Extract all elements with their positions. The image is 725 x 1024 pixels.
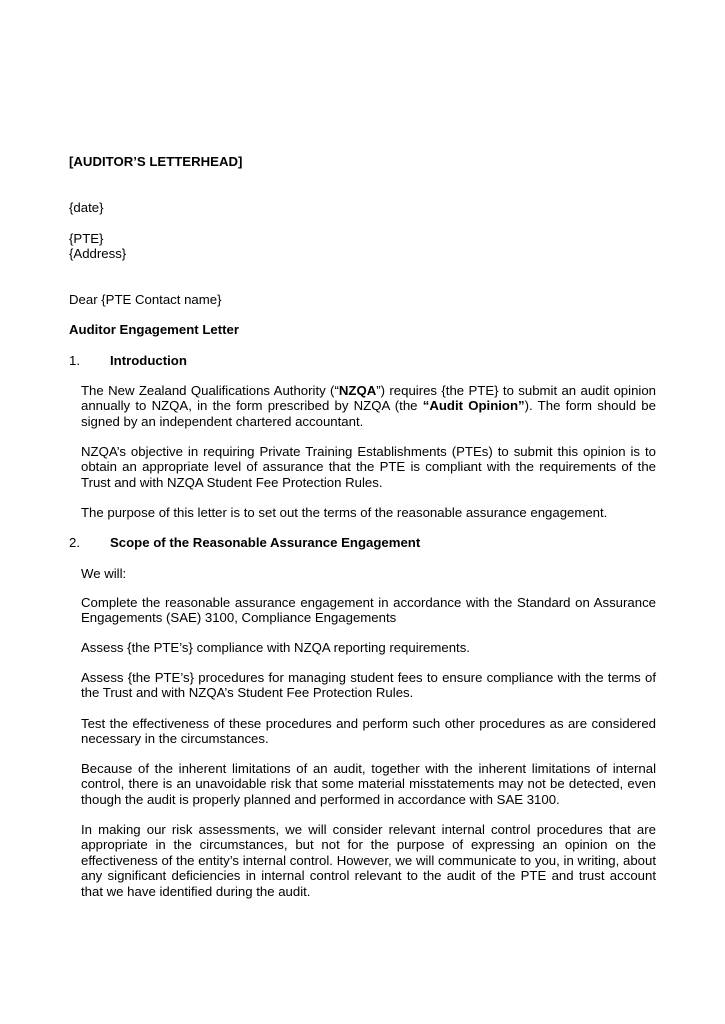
intro-paragraph-2: NZQA’s objective in requiring Private Training Establishments (PTEs) to submit this opinion is to obtain an appropriate level of assurance that the PTE is compliant with the requirements of the Trust and with NZQA Student Fee Protection Rules. bbox=[81, 444, 656, 490]
recipient-block bbox=[69, 231, 659, 262]
recipient-address: {Address} bbox=[69, 246, 127, 262]
intro-paragraph-1: The New Zealand Qualifications Authority (“NZQA”) requires {the PTE} to submit an audit opinion annually to NZQA, in the form prescribed by NZQA (the “Audit Opinion”). The form should be signed by an independent chartered accountant. bbox=[81, 383, 657, 429]
scope-item: Because of the inherent limitations of an audit, together with the inherent limitations of internal control, there is an unavoidable risk that some material misstatements may not be detected, even though the audit is properly planned and performed in accordance with SAE 3100. bbox=[81, 761, 656, 807]
letter-subject: Auditor Engagement Letter bbox=[69, 322, 239, 337]
scope-item: Assess {the PTE’s} procedures for managing student fees to ensure compliance with the terms of the Trust and with NZQA’s Student Fee Protection Rules. bbox=[81, 670, 656, 701]
section-1-heading bbox=[0, 353, 725, 369]
letterhead-placeholder: [AUDITOR’S LETTERHEAD] bbox=[69, 154, 243, 169]
scope-item: Assess {the PTE’s} compliance with NZQA reporting requirements. bbox=[81, 640, 470, 655]
scope-item: In making our risk assessments, we will consider relevant internal control procedures that are appropriate in the circumstances, but not for the purpose of expressing an opinion on the effectiveness of the entity’s internal control. However, we will communicate to you, in writing, about any significant deficiencies in internal control relevant to the audit of the PTE and trust account that we have identified during the audit. bbox=[81, 822, 656, 899]
section-1-number: 1. bbox=[69, 353, 80, 368]
section-2-title: Scope of the Reasonable Assurance Engagement bbox=[110, 535, 421, 550]
recipient-name: {PTE} bbox=[69, 231, 104, 246]
section-2-heading bbox=[0, 535, 725, 551]
audit-opinion-term: “Audit Opinion” bbox=[422, 398, 525, 414]
section-2-number: 2. bbox=[69, 535, 80, 550]
scope-intro: We will: bbox=[81, 566, 127, 581]
salutation: Dear {PTE Contact name} bbox=[69, 292, 222, 307]
scope-item: Complete the reasonable assurance engagement in accordance with the Standard on Assurance Engagements (SAE) 3100, Compliance Engagements bbox=[81, 595, 656, 626]
date-placeholder: {date} bbox=[69, 200, 104, 215]
nzqa-term: NZQA bbox=[338, 383, 377, 398]
intro-paragraph-3: The purpose of this letter is to set out the terms of the reasonable assurance engagement. bbox=[81, 505, 608, 520]
scope-item: Test the effectiveness of these procedures and perform such other procedures as are considered necessary in the circumstances. bbox=[81, 716, 656, 747]
section-1-title: Introduction bbox=[110, 353, 187, 368]
